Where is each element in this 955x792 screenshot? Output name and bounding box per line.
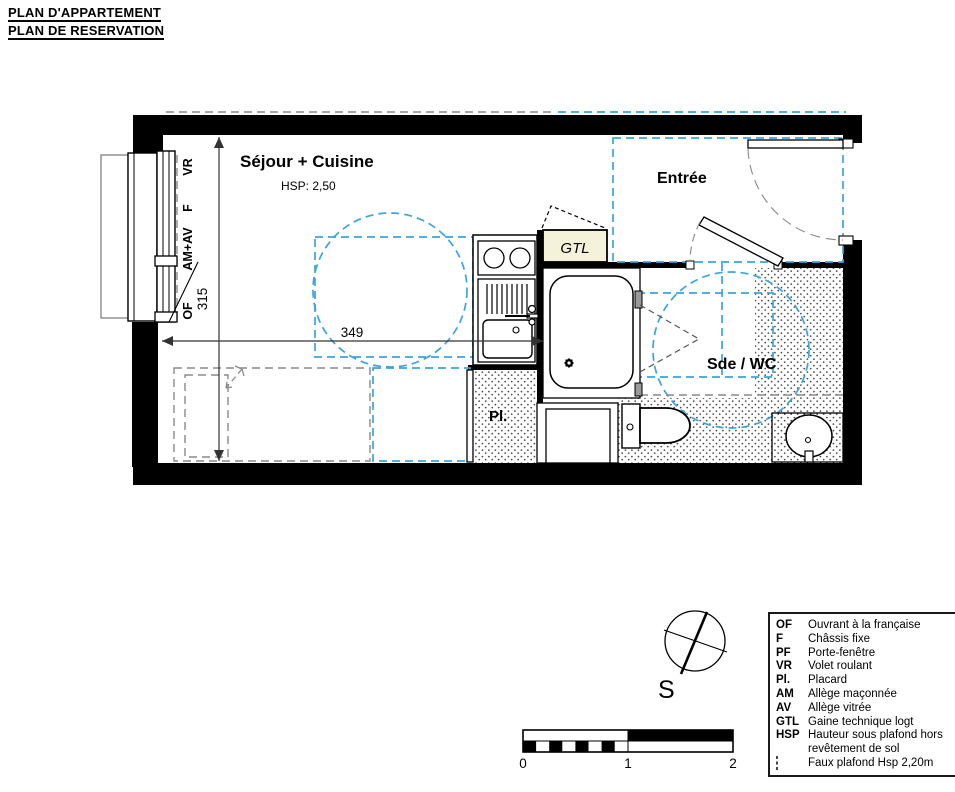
legend-row-am (776, 688, 955, 702)
window-transom-1 (155, 256, 177, 266)
legend-abbr: F (776, 632, 784, 645)
legend-row-vr (776, 660, 955, 674)
shutter-box (128, 153, 157, 321)
legend-label: Allège maçonnée (808, 687, 897, 700)
toilet-flush-button (627, 424, 633, 430)
window-label-vr: VR (181, 158, 195, 176)
entry-door-swing-arc (748, 149, 843, 240)
sdewc-door-swing-arc (690, 222, 700, 262)
window-frame (157, 151, 175, 322)
wall-top (133, 115, 862, 135)
legend-abbr: AV (776, 701, 792, 714)
window-label-f: F (181, 204, 195, 212)
sejour-turning-circle (313, 213, 467, 367)
legend-abbr: OF (776, 619, 792, 631)
gtl-label: GTL (560, 240, 590, 257)
drawing-title (8, 5, 164, 41)
window-sill-outer (101, 155, 128, 318)
legend-abbr: Pl. (776, 674, 791, 687)
burner-left (484, 248, 504, 268)
room-label-placard: Pl. (489, 408, 508, 425)
window-label-amav: AM+AV (181, 227, 195, 271)
legend-abbr: VR (776, 660, 792, 673)
faux-plafond-swatch-icon (776, 756, 778, 770)
cabinet-inner (546, 409, 610, 463)
scale-bar (519, 730, 737, 771)
legend-label: Volet roulant (808, 660, 872, 673)
placard-door (467, 370, 473, 462)
gtl-cupboard-dash (542, 206, 605, 228)
legend-row-faux-plafond (776, 757, 955, 771)
wall-left-top (133, 115, 163, 155)
legend-row-hsp (776, 729, 955, 757)
shower (543, 268, 699, 398)
legend-row-pl (776, 674, 955, 688)
basin-drain (806, 438, 811, 443)
shower-door-hinge-bottom (635, 383, 642, 396)
dim-height-label: 315 (195, 287, 210, 311)
legend-label: Châssis fixe (808, 632, 870, 645)
scale-tick-1: 1 (624, 756, 632, 771)
bed-outline (174, 368, 370, 461)
legend-label: Allège vitrée (808, 701, 872, 714)
dim-width-label: 349 (340, 325, 364, 340)
wall-bottom (133, 463, 862, 485)
room-label-sdewc: Sde / WC (707, 356, 777, 373)
compass-needle-south (681, 612, 707, 674)
room-label-sejour: Séjour + Cuisine (240, 152, 374, 171)
wall-left-bottom (132, 322, 158, 467)
shower-door-swing (640, 305, 699, 372)
compass (658, 611, 727, 704)
legend-label: Faux plafond Hsp 2,20m (808, 756, 934, 769)
entry-door (748, 139, 853, 245)
sink-drain (513, 327, 519, 333)
shower-drain (564, 358, 574, 368)
hsp-label: HSP: 2,50 (281, 179, 336, 193)
sdewc-door-leaf (699, 217, 783, 266)
bedside-outline (185, 375, 228, 457)
window-label-of: OF (181, 302, 195, 320)
legend-label: Hauteur sous plafond hors revêtement de sol (808, 729, 943, 756)
legend-abbr (776, 757, 808, 771)
scale-tick-2: 2 (729, 756, 737, 771)
legend-abbr: HSP (776, 729, 800, 742)
legend-row-gtl (776, 716, 955, 730)
entree-ceiling-zone (613, 138, 843, 262)
title-line-2: PLAN DE RESERVATION (8, 23, 165, 38)
room-label-entree: Entrée (657, 170, 707, 187)
legend-row-av (776, 702, 955, 716)
shower-tray (550, 276, 633, 388)
legend-abbr: AM (776, 687, 794, 700)
legend-row-f (776, 633, 955, 647)
title-line-1: PLAN D'APPARTEMENT (8, 5, 162, 20)
entry-door-jamb-bottom (839, 236, 853, 245)
kitchen (473, 235, 538, 365)
burner-right (510, 248, 530, 268)
legend-row-of (776, 619, 955, 633)
legend-label: Porte-fenêtre (808, 646, 876, 659)
scale-tick-0: 0 (519, 756, 527, 771)
legend-label: Ouvrant à la française (808, 619, 921, 631)
wall-right-bottom (843, 240, 862, 470)
legend-abbr: PF (776, 646, 791, 659)
sdewc-door-jamb-left (686, 261, 694, 269)
compass-south-label: S (658, 676, 675, 704)
sejour-ceiling-zone-bottom (373, 368, 470, 461)
entry-door-leaf (748, 140, 843, 148)
laundry-cabinet (537, 403, 618, 463)
legend-label: Gaine technique logt (808, 715, 914, 728)
legend-box (768, 612, 955, 777)
sink-bowl (483, 320, 532, 358)
legend-label: Placard (808, 674, 847, 687)
legend-row-pf (776, 647, 955, 661)
basin-faucet (805, 451, 813, 462)
wall-entree-right (778, 262, 843, 268)
legend-abbr: GTL (776, 715, 799, 728)
scale-top-black (628, 730, 733, 741)
toilet-bowl (640, 408, 690, 443)
